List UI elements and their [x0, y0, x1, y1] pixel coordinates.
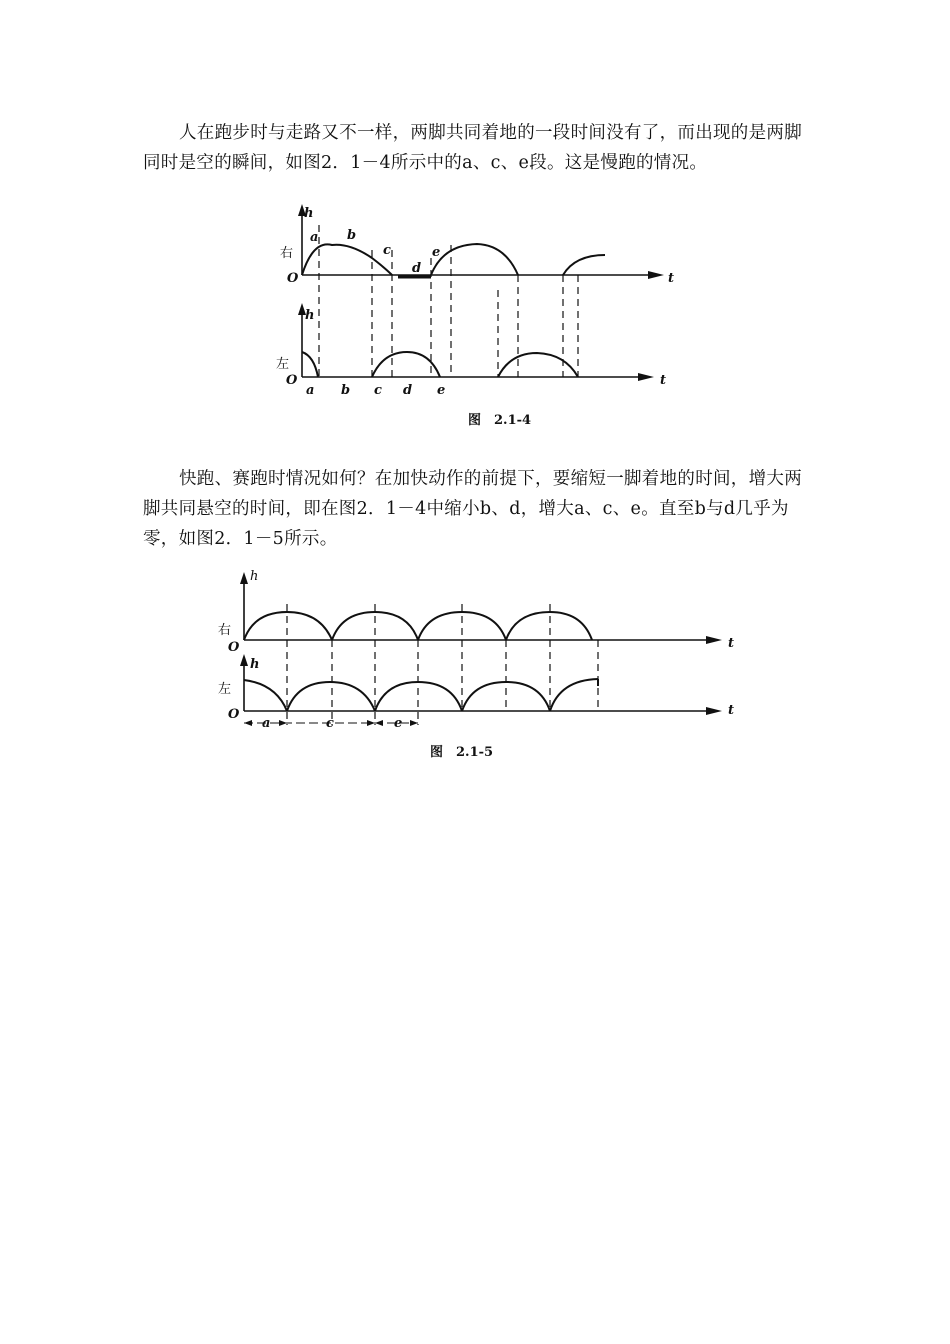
- fig2-left-arc-5: [550, 679, 598, 711]
- fig1-left-t-arrow: [638, 373, 654, 381]
- fig2-dim-arrow-2: [279, 720, 287, 726]
- fig1-right-seg-a: a: [310, 230, 319, 245]
- fig2-caption: 图 2.1-5: [430, 745, 494, 760]
- figure-2-1-5: [218, 569, 734, 760]
- fig1-left-curve-3: [498, 353, 578, 377]
- fig2-right-t-arrow: [706, 636, 722, 644]
- fig2-dim-arrow-3: [367, 720, 375, 726]
- fig1-left-origin: O: [286, 373, 298, 388]
- fig2-right-h-arrow: [240, 572, 248, 584]
- fig1-right-seg-d: d: [412, 261, 422, 276]
- fig2-left-t-arrow: [706, 707, 722, 715]
- fig1-left-seg-d: d: [403, 383, 413, 398]
- fig1-right-seg-b: b: [347, 228, 357, 243]
- fig1-left-seg-a: a: [306, 383, 315, 398]
- figure-2-1-4: [276, 204, 674, 428]
- fig2-left-arc-2: [287, 682, 375, 711]
- fig2-right-t: t: [728, 636, 735, 651]
- fig1-right-t: t: [668, 271, 675, 286]
- fig2-dim-arrow-5: [410, 720, 418, 726]
- fig2-seg-e: e: [394, 716, 403, 731]
- fig1-right-h: h: [304, 206, 314, 221]
- fig1-right-curve-2: [431, 244, 518, 275]
- fig2-seg-a: a: [262, 716, 271, 731]
- fig1-left-seg-c: c: [374, 383, 382, 398]
- fig1-left-label: 左: [276, 357, 290, 372]
- fig2-right-arc-1: [244, 612, 332, 640]
- fig2-right-arc-4: [506, 612, 592, 640]
- paragraph-fast-run: 快跑、赛跑时情况如何？在加快动作的前提下，要缩短一脚着地的时间，增大两脚共同悬空的时间，即在图2．1－4中缩小b、d，增大a、c、e。直至b与d几乎为零，如图2．1－5所示。: [143, 469, 802, 549]
- fig1-right-seg-e: e: [432, 245, 441, 260]
- fig1-left-curve-1: [302, 352, 318, 377]
- fig1-left-seg-e: e: [437, 383, 446, 398]
- fig2-left-arc-1: [244, 680, 287, 711]
- fig1-right-t-arrow: [648, 271, 664, 279]
- fig2-left-t: t: [728, 703, 735, 718]
- fig2-right-label: 右: [218, 623, 232, 638]
- fig1-left-t: t: [660, 373, 667, 388]
- fig1-caption: 图 2.1-4: [468, 413, 532, 428]
- fig1-right-origin: O: [287, 271, 299, 286]
- fig1-right-curve-3: [563, 255, 605, 275]
- fig1-right-label: 右: [280, 246, 294, 261]
- fig2-left-origin: O: [228, 707, 240, 722]
- fig1-right-curve-1: [302, 244, 392, 275]
- fig2-dim-arrow-4: [375, 720, 383, 726]
- fig2-left-h: h: [250, 657, 260, 672]
- fig2-dim-arrow-1: [244, 720, 252, 726]
- fig2-right-h: h: [250, 569, 259, 584]
- fig1-right-seg-c: c: [383, 243, 391, 258]
- fig2-seg-c: c: [326, 716, 334, 731]
- fig2-left-h-arrow: [240, 654, 248, 666]
- fig1-left-curve-2: [372, 352, 440, 377]
- fig1-left-h: h: [305, 308, 315, 323]
- fig1-left-seg-b: b: [341, 383, 351, 398]
- paragraph-slow-run: 人在跑步时与走路又不一样，两脚共同着地的一段时间没有了，而出现的是两脚同时是空的瞬间，如图2．1－4所示中的a、c、e段。这是慢跑的情况。: [143, 123, 802, 173]
- fig2-right-origin: O: [228, 640, 240, 655]
- fig2-left-label: 左: [218, 682, 232, 697]
